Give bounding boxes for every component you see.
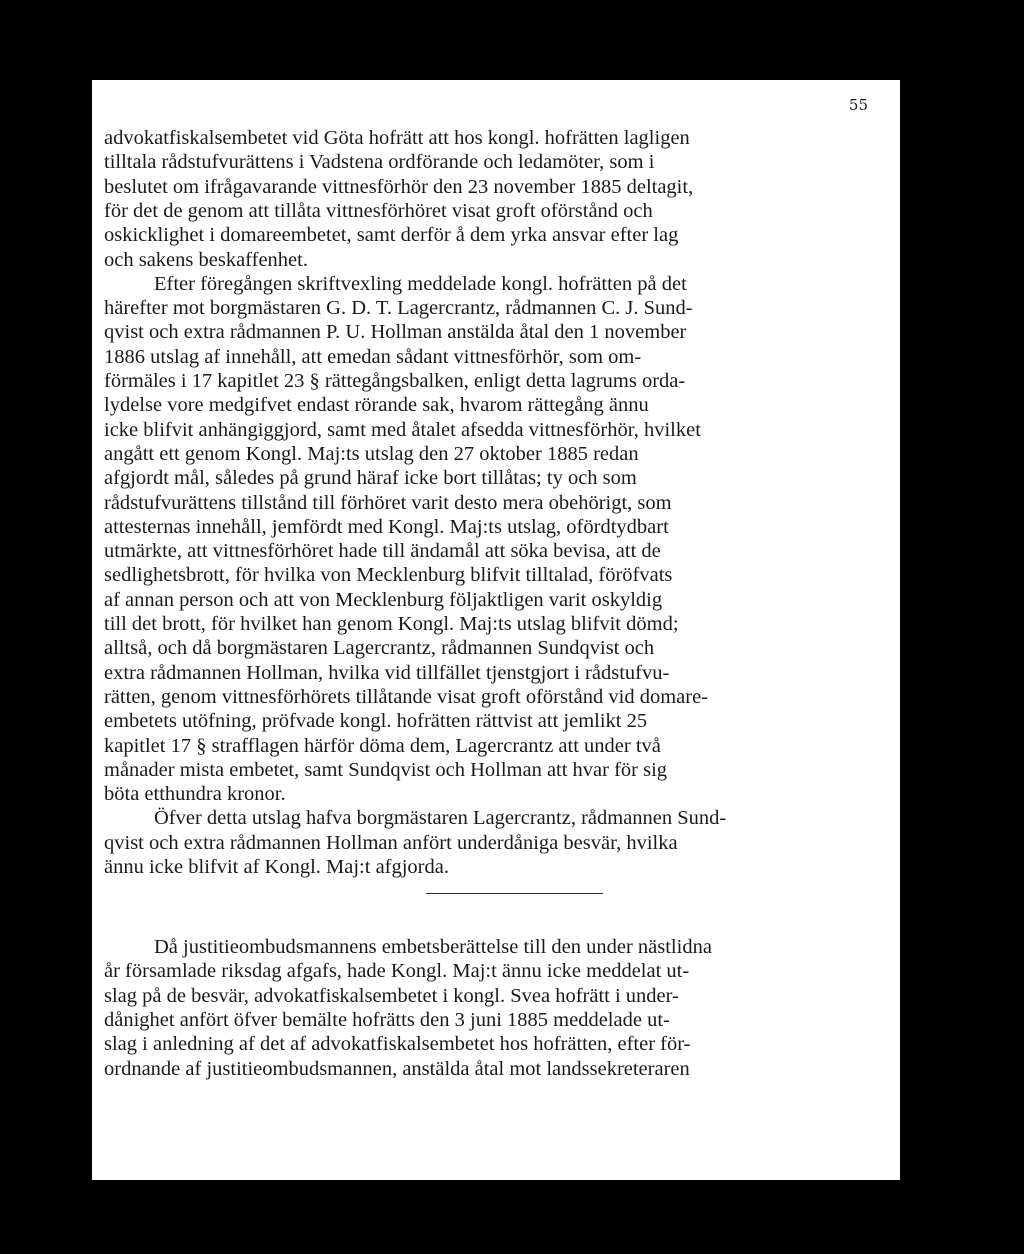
- text-line: Efter föregången skriftvexling meddelade kongl. hofrätten på det: [154, 272, 687, 295]
- text-line: af annan person och att von Mecklenburg följaktligen varit oskyldig: [104, 588, 663, 611]
- text-line: månader mista embetet, samt Sundqvist och Hollman att hvar för sig: [104, 758, 668, 781]
- text-line: och sakens beskaffenhet.: [104, 248, 308, 271]
- text-line: ordnande af justitieombudsmannen, anstälda åtal mot landssekreteraren: [104, 1057, 690, 1080]
- text-line: beslutet om ifrågavarande vittnesförhör den 23 november 1885 deltagit,: [104, 175, 694, 198]
- page-number: 55: [848, 96, 868, 114]
- text-line: år församlade riksdag afgafs, hade Kongl. Maj:t ännu icke meddelat ut-: [104, 960, 690, 983]
- text-line: tilltala rådstufvurättens i Vadstena ordförande och ledamöter, som i: [104, 151, 655, 174]
- text-line: slag på de besvär, advokatfiskalsembetet i kongl. Svea hofrätt i under-: [104, 984, 679, 1007]
- text-line: rätten, genom vittnesförhörets tillåtande visat groft oförstånd vid domare-: [104, 685, 709, 708]
- text-line: dånighet anfört öfver bemälte hofrätts den 3 juni 1885 meddelade ut-: [104, 1008, 670, 1031]
- text-line: rådstufvurättens tillstånd till förhöret varit desto mera obehörigt, som: [104, 491, 672, 514]
- text-line: sedlighetsbrott, för hvilka von Mecklenburg blifvit tilltalad, föröfvats: [104, 564, 673, 587]
- text-line: 1886 utslag af innehåll, att emedan sådant vittnesförhör, som om-: [104, 345, 642, 368]
- text-line: qvist och extra rådmannen P. U. Hollman anstälda åtal den 1 november: [104, 321, 687, 344]
- text-line: lydelse vore medgifvet endast rörande sak, hvarom rättegång ännu: [104, 394, 649, 417]
- section-divider: [426, 893, 603, 894]
- text-line: embetets utöfning, pröfvade kongl. hofrätten rättvist att jemlikt 25: [104, 710, 648, 733]
- text-line: angått ett genom Kongl. Maj:ts utslag den 27 oktober 1885 redan: [104, 442, 639, 465]
- text-line: icke blifvit anhängiggjord, samt med åtalet afsedda vittnesförhör, hvilket: [104, 418, 701, 441]
- text-line: utmärkte, att vittnesförhöret hade till ändamål att söka bevisa, att de: [104, 540, 661, 563]
- text-line: advokatfiskalsembetet vid Göta hofrätt att hos kongl. hofrätten lagligen: [104, 127, 690, 149]
- text-line: qvist och extra rådmannen Hollman anfört underdåniga besvär, hvilka: [104, 831, 678, 854]
- text-line: Då justitieombudsmannens embetsberättelse till den under nästlidna: [154, 936, 712, 958]
- text-line: afgjordt mål, således på grund häraf icke bort tillåtas; ty och som: [104, 467, 637, 490]
- text-line: oskicklighet i domareembetet, samt derför å dem yrka ansvar efter lag: [104, 224, 679, 247]
- text-line: attesternas innehåll, jemfördt med Kongl. Maj:ts utslag, ofördtydbart: [104, 515, 669, 538]
- text-line: kapitlet 17 § strafflagen härför döma dem, Lagercrantz att under två: [104, 734, 661, 757]
- text-line: till det brott, för hvilket han genom Kongl. Maj:ts utslag blifvit dömd;: [104, 613, 679, 635]
- text-line: ännu icke blifvit af Kongl. Maj:t afgjorda.: [104, 856, 449, 878]
- text-line: förmäles i 17 kapitlet 23 § rättegångsbalken, enligt detta lagrums orda-: [104, 370, 686, 392]
- text-line: för det de genom att tillåta vittnesförhöret visat groft oförstånd och: [104, 199, 653, 222]
- text-line: Öfver detta utslag hafva borgmästaren Lagercrantz, rådmannen Sund-: [154, 807, 727, 830]
- text-line: härefter mot borgmästaren G. D. T. Lagercrantz, rådmannen C. J. Sund-: [104, 297, 693, 320]
- text-line: alltså, och då borgmästaren Lagercrantz, rådmannen Sundqvist och: [104, 637, 655, 660]
- text-line: böta etthundra kronor.: [104, 783, 286, 806]
- text-line: slag i anledning af det af advokatfiskalsembetet hos hofrätten, efter för-: [104, 1033, 691, 1056]
- text-line: extra rådmannen Hollman, hvilka vid tillfället tjenstgjort i rådstufvu-: [104, 661, 670, 684]
